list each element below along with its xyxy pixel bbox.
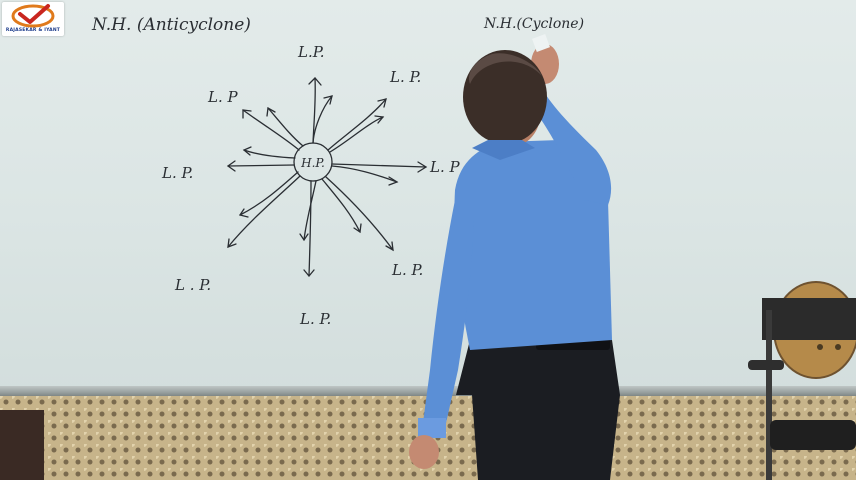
chair-armrest [748, 360, 784, 370]
outflow-arrow-s [309, 181, 311, 276]
chair-seat [770, 420, 856, 450]
logo-brand-text: RAJASEKAR & IYANT [5, 28, 61, 33]
chair-hole [835, 344, 841, 350]
low-pressure-label-right: L. P [430, 158, 460, 176]
outflow-arrow-se [326, 177, 393, 250]
chair [748, 282, 856, 480]
cyclone-title: N.H.(Cyclone) [484, 16, 585, 32]
anticyclone-diagram [228, 78, 426, 276]
low-pressure-label-bottom-left: L . P. [175, 276, 212, 294]
outflow-arrow-e [332, 164, 426, 167]
teacher-cuff [418, 418, 446, 438]
outflow-arrow-w [228, 165, 294, 166]
outflow-arrow-sw [228, 176, 300, 247]
outflow-arrow-nw [243, 110, 299, 150]
chair-hole [817, 344, 823, 350]
high-pressure-label: H.P. [301, 156, 325, 170]
outflow-arrow-wsw [240, 172, 298, 215]
low-pressure-label-bottom-right: L. P. [392, 261, 424, 279]
teacher-hand [409, 435, 439, 469]
outflow-arrow-nne [313, 96, 332, 143]
logo-mark [2, 2, 64, 28]
chair-back-frame [762, 298, 856, 340]
channel-logo [2, 2, 64, 36]
outflow-arrow-ene [330, 117, 383, 152]
chair-leg [766, 310, 772, 480]
low-pressure-label-top: L.P. [298, 43, 325, 61]
low-pressure-label-top-left: L. P [208, 88, 238, 106]
low-pressure-label-top-right: L. P. [390, 68, 422, 86]
low-pressure-label-left: L. P. [162, 164, 194, 182]
anticyclone-title: N.H. (Anticyclone) [92, 15, 251, 35]
outflow-arrow-ne [328, 99, 386, 150]
outflow-arrow-wnw [244, 150, 295, 158]
teacher-trousers [456, 340, 620, 480]
low-pressure-label-bottom: L. P. [300, 310, 332, 328]
outflow-arrow-sse [322, 179, 360, 232]
outflow-arrow-ese [332, 166, 397, 182]
teacher [409, 34, 620, 480]
